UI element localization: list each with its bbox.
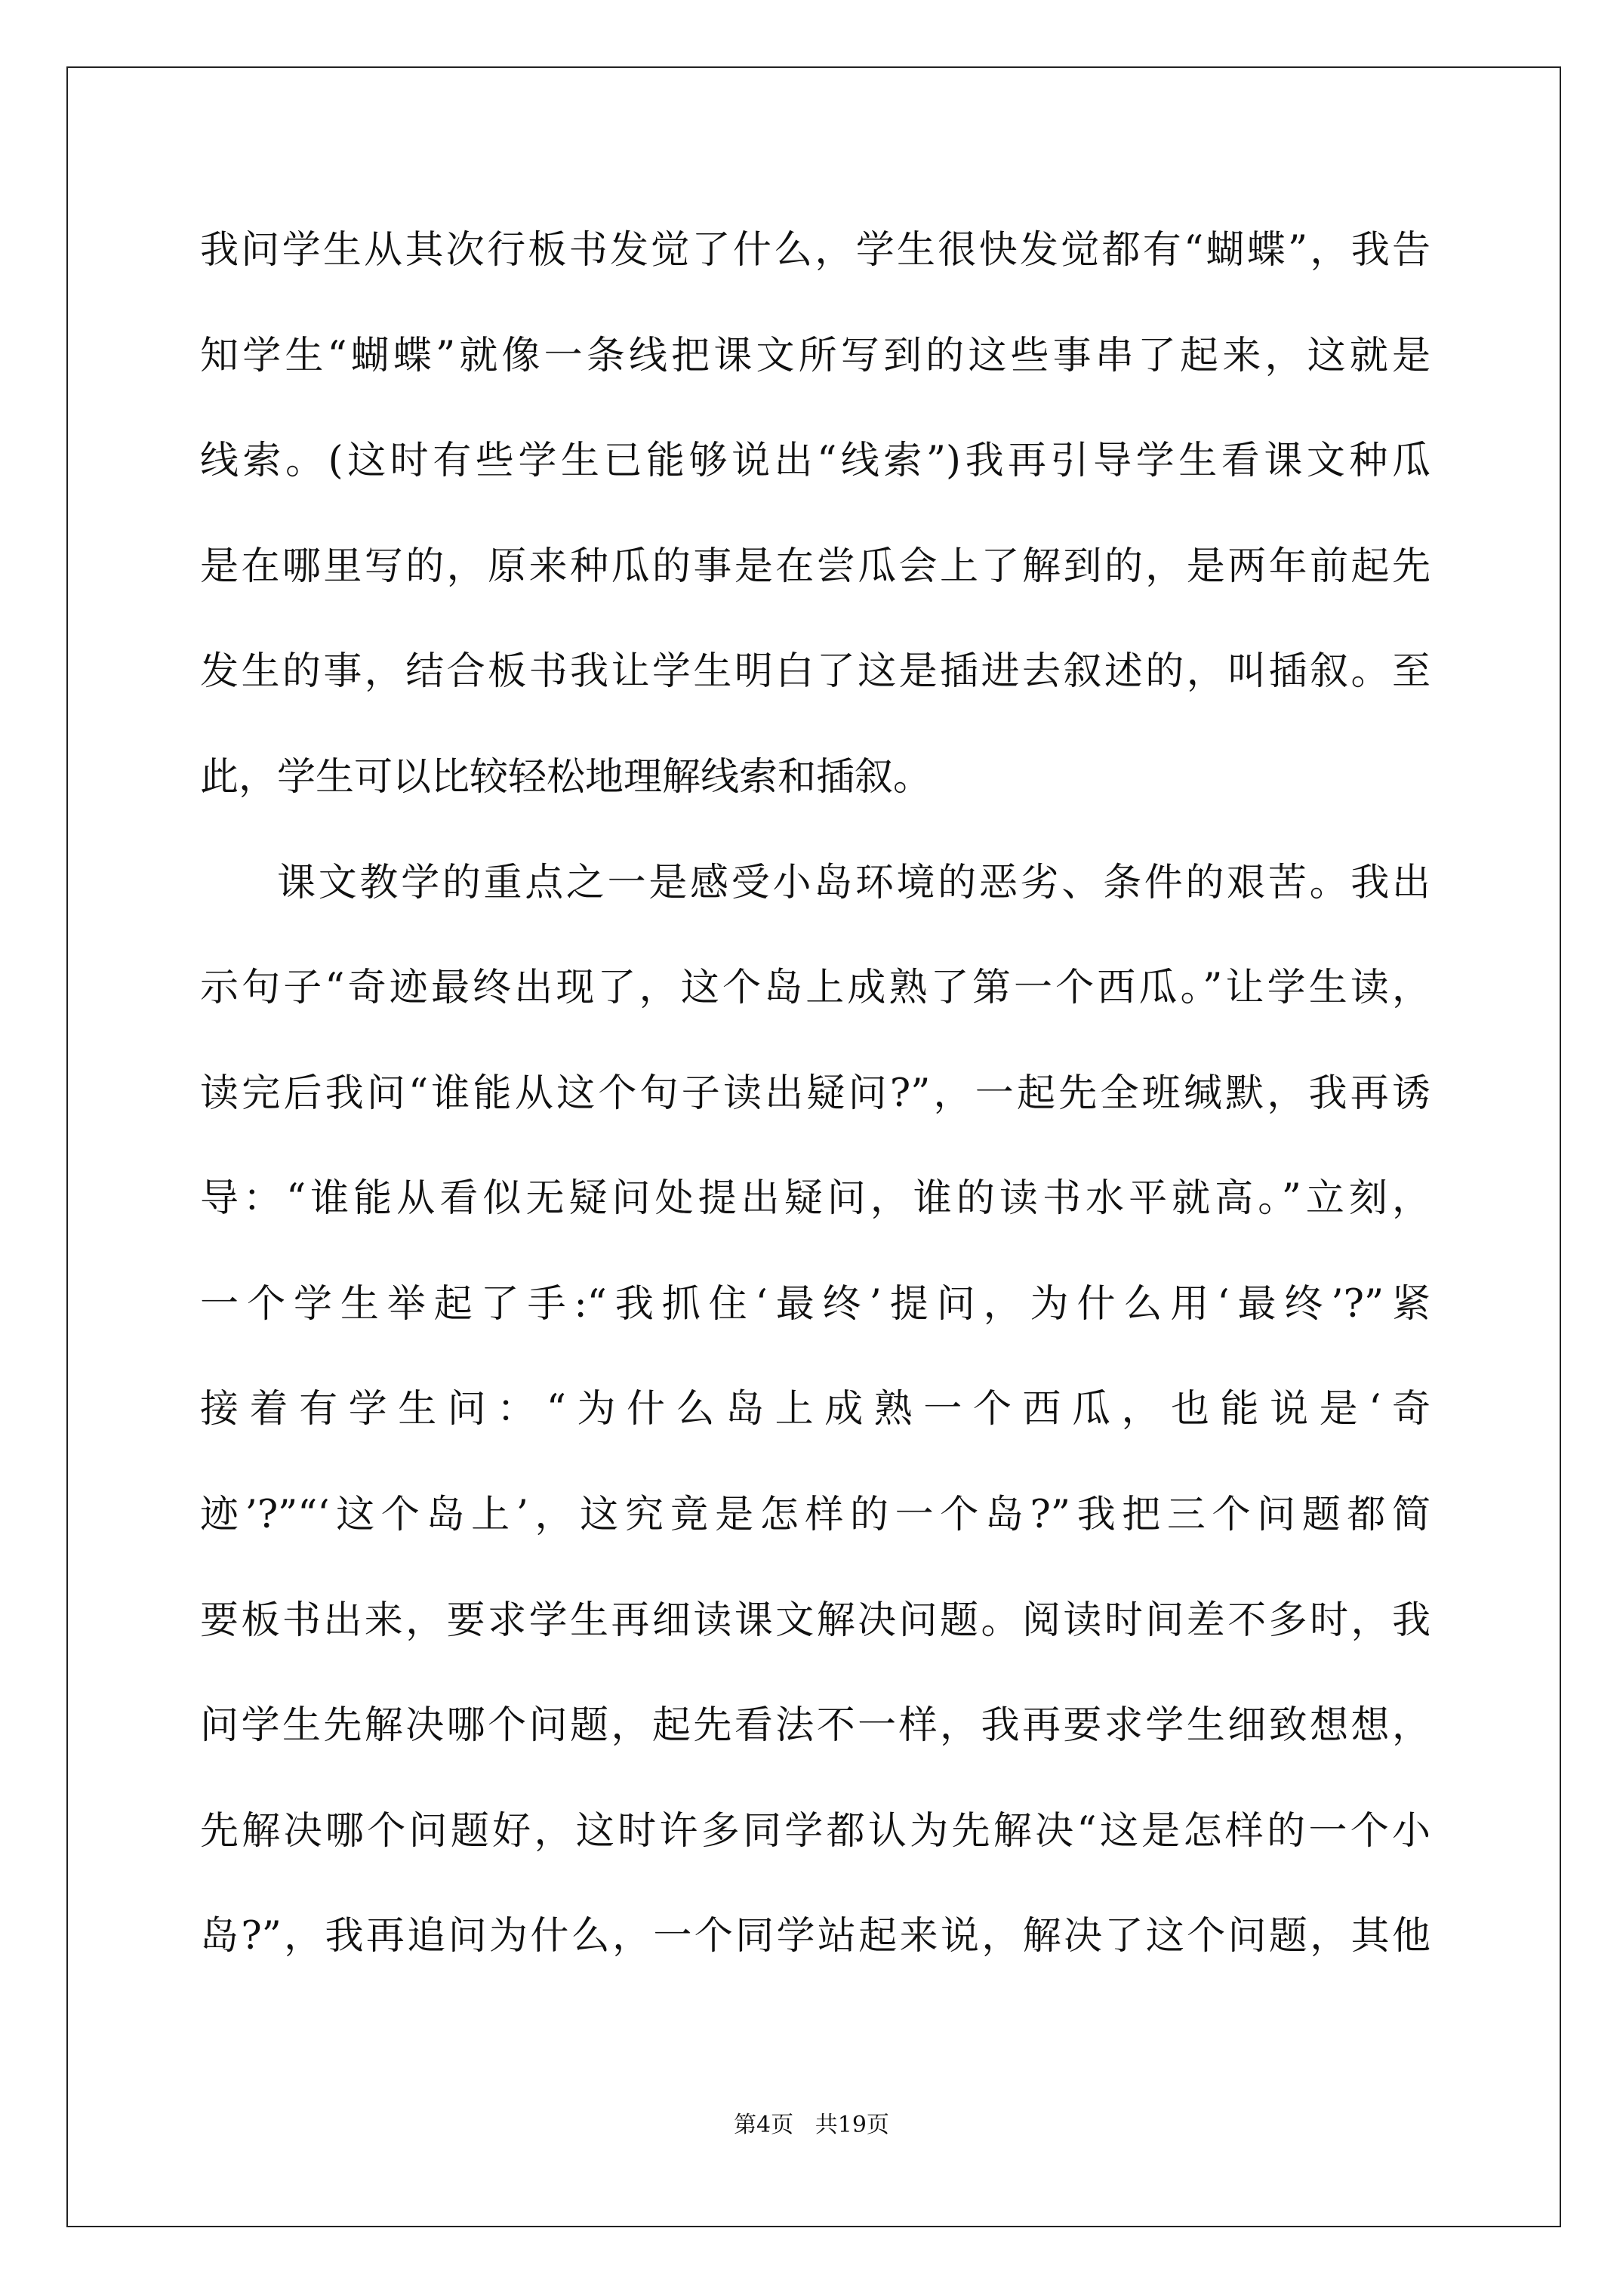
body-line-12: 接着有学生问：“为什么岛上成熟一个西瓜，也能说是‘奇 [200, 1387, 1431, 1432]
body-line-4: 是在哪里写的，原来种瓜的事是在尝瓜会上了解到的，是两年前起先 [200, 544, 1431, 589]
body-line-3: 线索。(这时有些学生已能够说出“线索”)我再引导学生看课文种瓜 [200, 439, 1431, 483]
body-line-10: 导：“谁能从看似无疑问处提出疑问，谁的读书水平就高。”立刻， [200, 1176, 1431, 1221]
body-line-1: 我问学生从其次行板书发觉了什么，学生很快发觉都有“蝴蝶”，我告 [200, 228, 1431, 273]
body-line-11: 一个学生举起了手:“我抓住‘最终’提问，为什么用‘最终’?”紧 [200, 1282, 1431, 1327]
body-line-17: 岛?”，我再追问为什么，一个同学站起来说，解决了这个问题，其他 [200, 1914, 1431, 1959]
body-line-16: 先解决哪个问题好，这时许多同学都认为先解决“这是怎样的一个小 [200, 1809, 1431, 1854]
body-line-14: 要板书出来，要求学生再细读课文解决问题。阅读时间差不多时，我 [200, 1598, 1431, 1643]
body-line-15: 问学生先解决哪个问题，起先看法不一样，我再要求学生细致想想， [200, 1703, 1431, 1748]
body-line-7: 课文教学的重点之一是感受小岛环境的恶劣、条件的艰苦。我出 [277, 861, 1431, 905]
body-line-2: 知学生“蝴蝶”就像一条线把课文所写到的这些事串了起来，这就是 [200, 334, 1431, 378]
body-line-13: 迹’?”“‘这个岛上’，这究竟是怎样的一个岛?”我把三个问题都简 [200, 1493, 1431, 1537]
page-border [66, 66, 1561, 2227]
page-footer: 第4页 共19页 [734, 2112, 889, 2138]
body-line-6: 此，学生可以比较轻松地理解线索和插叙。 [200, 755, 932, 800]
body-line-9: 读完后我问“谁能从这个句子读出疑问?”，一起先全班缄默，我再诱 [200, 1071, 1431, 1116]
body-line-5: 发生的事，结合板书我让学生明白了这是插进去叙述的，叫插叙。至 [200, 649, 1431, 694]
body-line-8: 示句子“奇迹最终出现了，这个岛上成熟了第一个西瓜。”让学生读， [200, 966, 1431, 1010]
